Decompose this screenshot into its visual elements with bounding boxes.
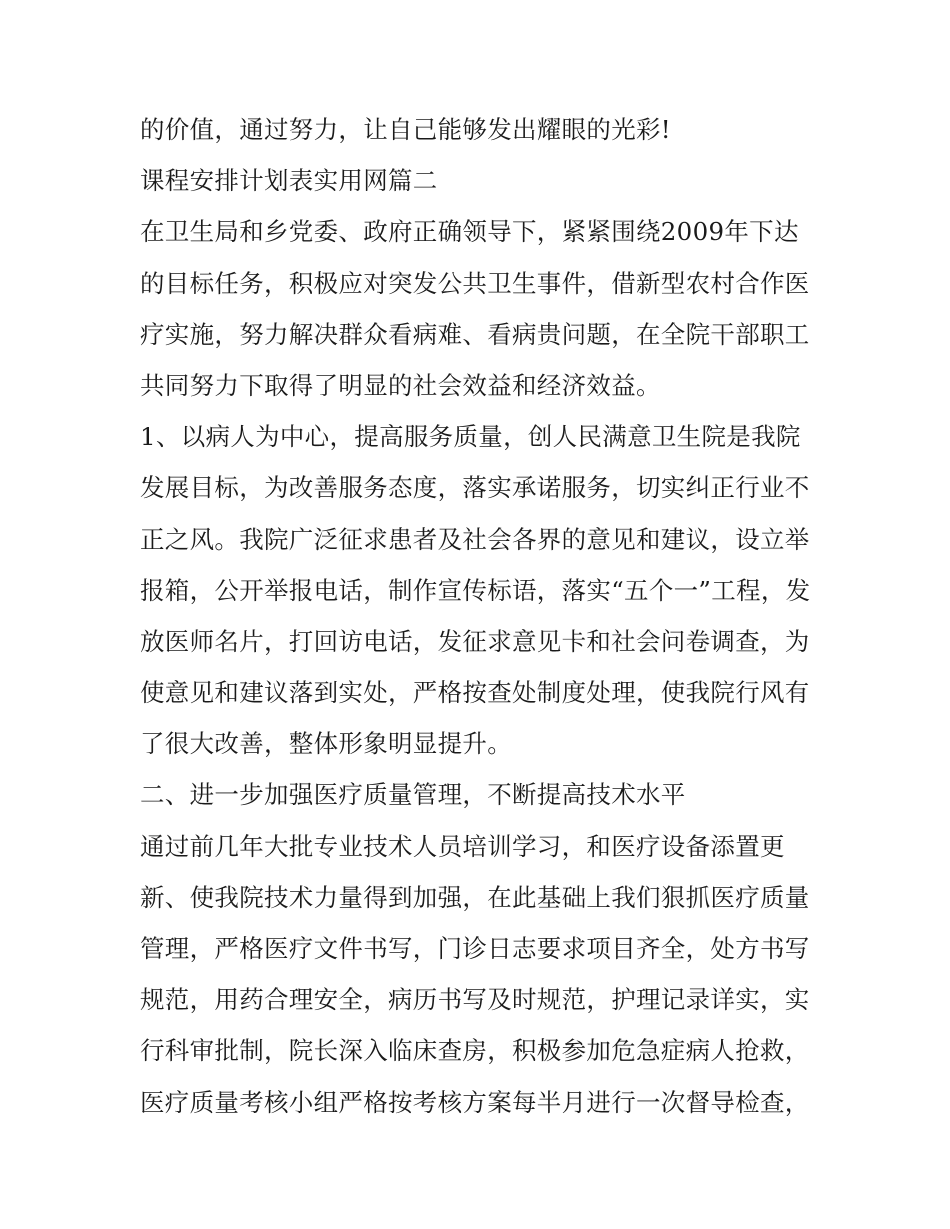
document-body (140, 104, 820, 1128)
text-line: 了很大改善，整体形象明显提升。 (140, 729, 512, 759)
text-line: 使意见和建议落到实处，严格按查处制度处理，使我院行风有 (140, 678, 810, 708)
text-line: 的价值，通过努力，让自己能够发出耀眼的光彩! (140, 115, 671, 144)
text-line: 疗实施，努力解决群众看病难、看病贵问题，在全院干部职工 (140, 319, 810, 349)
text-line: 医疗质量考核小组严格按考核方案每半月进行一次督导检查， (140, 1087, 810, 1117)
text-line: 通过前几年大批专业技术人员培训学习，和医疗设备添置更 (140, 831, 785, 861)
section-heading: 二、进一步加强医疗质量管理，不断提高技术水平 (140, 780, 686, 810)
text-line: 行科审批制，院长深入临床查房，积极参加危急症病人抢救， (140, 1036, 810, 1066)
text-line: 共同努力下取得了明显的社会效益和经济效益。 (140, 370, 661, 400)
text-line: 的目标任务，积极应对突发公共卫生事件，借新型农村合作医 (140, 268, 810, 298)
text-line: 规范，用药合理安全，病历书写及时规范，护理记录详实，实 (140, 985, 810, 1015)
text-line: 发展目标，为改善服务态度，落实承诺服务，切实纠正行业不 (140, 473, 810, 503)
section-heading: 课程安排计划表实用网篇二 (140, 166, 438, 196)
text-line: 新、使我院技术力量得到加强，在此基础上我们狠抓医疗质量 (140, 882, 810, 912)
text-line: 1、以病人为中心，提高服务质量，创人民满意卫生院是我院 (140, 422, 801, 452)
text-line: 报箱，公开举报电话，制作宣传标语，落实“五个一”工程，发 (140, 575, 811, 605)
text-line: 正之风。我院广泛征求患者及社会各界的意见和建议，设立举 (140, 524, 810, 554)
text-line: 管理，严格医疗文件书写，门诊日志要求项目齐全，处方书写 (140, 934, 810, 963)
text-line: 在卫生局和乡党委、政府正确领导下，紧紧围绕2009年下达 (140, 217, 799, 247)
text-line: 放医师名片，打回访电话，发征求意见卡和社会问卷调查，为 (140, 626, 810, 656)
